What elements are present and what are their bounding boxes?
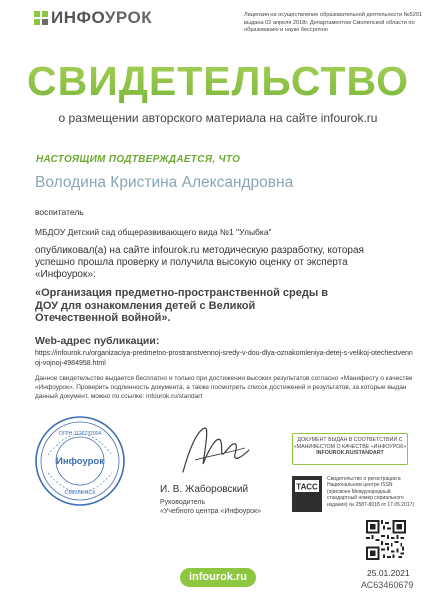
official-stamp bbox=[34, 415, 126, 507]
issn-registration-text: Свидетельство о регистрации в Национальном центре ISSN (присвоен Международный стандартный номер сериального издания) № 2587-8018 от 17.05.2017) bbox=[327, 476, 415, 508]
standard-badge bbox=[292, 433, 408, 465]
website-link-button[interactable]: infourok.ru bbox=[180, 568, 256, 587]
certificate-code: АС63460679 bbox=[361, 580, 414, 590]
standard-badge-link: INFOUROK.RU/STANDART bbox=[316, 450, 384, 456]
standard-badge-line2: «МАНИФЕСТОМ О КАЧЕСТВЕ «ИНФОУРОК» bbox=[293, 443, 407, 450]
work-title: «Организация предметно-пространственной среды в ДОУ для ознакомления детей с Великой Отечественной войной». bbox=[35, 287, 329, 325]
signature bbox=[175, 420, 255, 480]
infourok-logo-icon bbox=[34, 11, 48, 25]
recipient-name: Володина Кристина Александровна bbox=[35, 174, 294, 191]
signer-name: И. В. Жаборовский bbox=[160, 484, 249, 495]
tass-logo-text: ТАСС bbox=[296, 482, 318, 492]
logo-accent: УРОК bbox=[104, 8, 153, 27]
stamp-center-text: Инфоурок bbox=[56, 456, 104, 467]
recipient-position: воспитатель bbox=[35, 207, 84, 217]
certificate-subtitle: о размещении авторского материала на сайте infourok.ru bbox=[58, 111, 378, 125]
issue-date: 25.01.2021 bbox=[367, 568, 410, 578]
qr-code[interactable] bbox=[366, 520, 406, 560]
publication-url[interactable]: https://infourok.ru/organizaciya-predmetno-prostranstvennoj-sredy-v-dou-dlya-oznakomleniya-detej-s-velikoj-otechestvennoj-vojnoj-4984958.html bbox=[35, 350, 413, 367]
signer-role: Руководитель bbox=[160, 499, 206, 506]
published-statement: опубликовал(а) на сайте infourok.ru методическую разработку, которая успешно прошла проверку и получила высокую оценку от эксперта «Инфоурок»: bbox=[35, 245, 364, 280]
standard-badge-line1: ДОКУМЕНТ ВЫДАН В СООТВЕТСТВИИ С bbox=[297, 437, 403, 443]
stamp-bottom-text: СМОЛЕНСК bbox=[64, 490, 96, 496]
stamp-ring-text: ОГРН 1126732004 bbox=[58, 431, 102, 437]
logo-main: ИНФО bbox=[51, 8, 105, 27]
certificate-title: СВИДЕТЕЛЬСТВО bbox=[0, 58, 436, 104]
tass-logo bbox=[292, 476, 322, 512]
signer-organization: «Учебного центра «Инфоурок» bbox=[160, 508, 261, 515]
web-address-label: Web-адрес публикации: bbox=[35, 335, 160, 347]
confirm-heading: НАСТОЯЩИМ ПОДТВЕРЖДАЕТСЯ, ЧТО bbox=[36, 154, 241, 165]
infourok-logo bbox=[51, 8, 152, 28]
verification-note: Данное свидетельство выдается бесплатно и только при достижении высоких результатов согласно «Манифесту о качестве «Инфоурок». Проверить подлинность документа, а также посмотреть список достижений и результатов, за которые выдан данный документ, можно по ссылке: infourok.ru/standart bbox=[35, 375, 413, 400]
license-text: Лицензия на осуществление образовательной деятельности №5201 выдана 02 апреля 2018г. Департаментом Смоленской области по образованию и науке бессрочно bbox=[244, 12, 423, 34]
recipient-organization: МБДОУ Детский сад общеразвивающего вида №1 "Улыбка" bbox=[35, 227, 272, 237]
